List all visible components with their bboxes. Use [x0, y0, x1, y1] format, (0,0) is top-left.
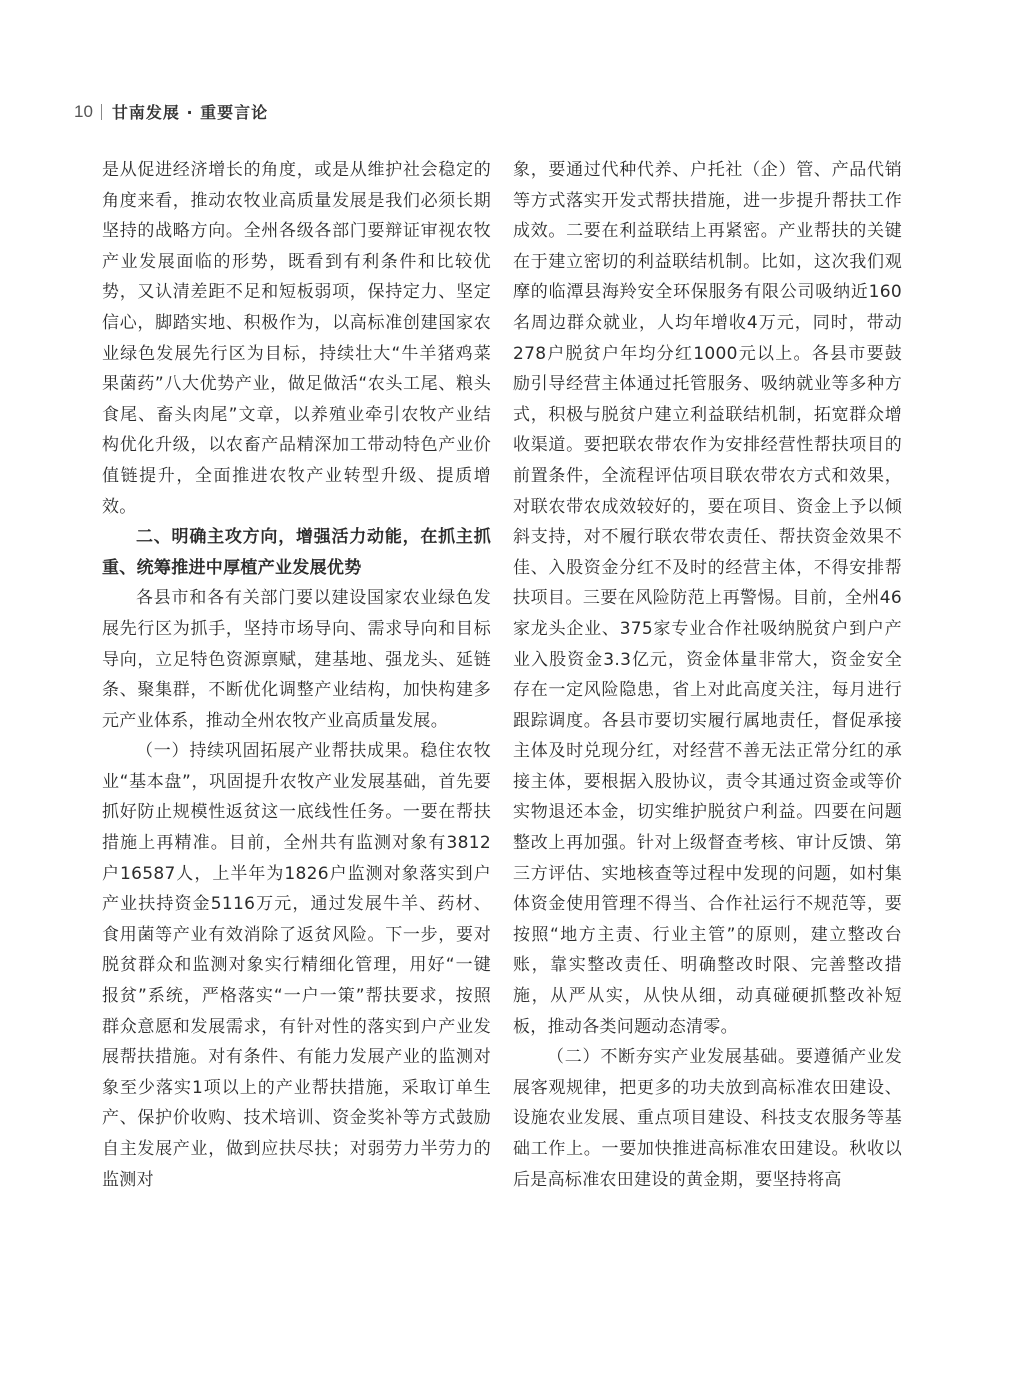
- paragraph: 各县市和各有关部门要以建设国家农业绿色发展先行区为抓手，坚持市场导向、需求导向和目标导向，立足特色资源禀赋，建基地、强龙头、延链条、聚集群，不断优化调整产业结构，加快构建多元产业体系，推动全州农牧产业高质量发展。: [102, 588, 491, 731]
- paragraph: 象，要通过代种代养、户托社（企）管、产品代销等方式落实开发式帮扶措施，进一步提升帮扶工作成效。二要在利益联结上再紧密。产业帮扶的关键在于建立密切的利益联结机制。比如，这次我们观摩的临潭县海羚安全环保服务有限公司吸纳近160名周边群众就业，人均年增收4万元，同时，带动278户脱贫户年均分红1000元以上。各县市要鼓励引导经营主体通过托管服务、吸纳就业等多种方式，积极与脱贫户建立利益联结机制，拓宽群众增收渠道。要把联农带农作为安排经营性帮扶项目的前置条件，全流程评估项目联农带农方式和效果，对联农带农成效较好的，要在项目、资金上予以倾斜支持，对不履行联农带农责任、帮扶资金效果不佳、入股资金分红不及时的经营主体，不得安排帮扶项目。三要在风险防范上再警惕。目前，全州46家龙头企业、375家专业合作社吸纳脱贫户到户产业入股资金3.3亿元，资金体量非常大，资金安全存在一定风险隐患，省上对此高度关注，每月进行跟踪调度。各县市要切实履行属地责任，督促承接主体及时兑现分红，对经营不善无法正常分红的承接主体，要根据入股协议，责令其通过资金或等价实物退还本金，切实维护脱贫户利益。四要在问题整改上再加强。针对上级督查考核、审计反馈、第三方评估、实地核查等过程中发现的问题，如村集体资金使用管理不得当、合作社运行不规范等，要按照“地方主责、行业主管”的原则，建立整改台账，靠实整改责任、明确整改时限、完善整改措施，从严从实，从快从细，动真碰硬抓整改补短板，推动各类问题动态清零。: [513, 160, 902, 1037]
- right-column: [513, 155, 902, 1195]
- paragraph: （一）持续巩固拓展产业帮扶成果。稳住农牧业“基本盘”，巩固提升农牧产业发展基础，首先要抓好防止规模性返贫这一底线性任务。一要在帮扶措施上再精准。目前，全州共有监测对象有3812户16587人，上半年为1826户监测对象落实到户产业扶持资金5116万元，通过发展牛羊、药材、食用菌等产业有效消除了返贫风险。下一步，要对脱贫群众和监测对象实行精细化管理，用好“一键报贫”系统，严格落实“一户一策”帮扶要求，按照群众意愿和发展需求，有针对性的落实到户产业发展帮扶措施。对有条件、有能力发展产业的监测对象至少落实1项以上的产业帮扶措施，采取订单生产、保护价收购、技术培训、资金奖补等方式鼓励自主发展产业，做到应扶尽扶；对弱劳力半劳力的监测对: [102, 741, 491, 1190]
- section-heading: 二、明确主攻方向，增强活力动能，在抓主抓重、统筹推进中厚植产业发展优势: [102, 527, 491, 578]
- paragraph: 是从促进经济增长的角度，或是从维护社会稳定的角度来看，推动农牧业高质量发展是我们必须长期坚持的战略方向。全州各级各部门要辩证审视农牧产业发展面临的形势，既看到有利条件和比较优势，又认清差距不足和短板弱项，保持定力、坚定信心，脚踏实地、积极作为，以高标准创建国家农业绿色发展先行区为目标，持续壮大“牛羊猪鸡菜果菌药”八大优势产业，做足做活“农头工尾、粮头食尾、畜头肉尾”文章，以养殖业牵引农牧产业结构优化升级，以农畜产品精深加工带动特色产业价值链提升，全面推进农牧产业转型升级、提质增效。: [102, 160, 491, 517]
- header-divider: [101, 104, 102, 120]
- running-header: [74, 100, 268, 123]
- left-column: [102, 155, 491, 1195]
- page-number: 10: [74, 101, 93, 121]
- paragraph: （二）不断夯实产业发展基础。要遵循产业发展客观规律，把更多的功夫放到高标准农田建设、设施农业发展、重点项目建设、科技支农服务等基础工作上。一要加快推进高标准农田建设。秋收以后是高标准农田建设的黄金期，要坚持将高: [513, 1047, 902, 1190]
- section-title: 甘南发展 · 重要言论: [111, 103, 269, 122]
